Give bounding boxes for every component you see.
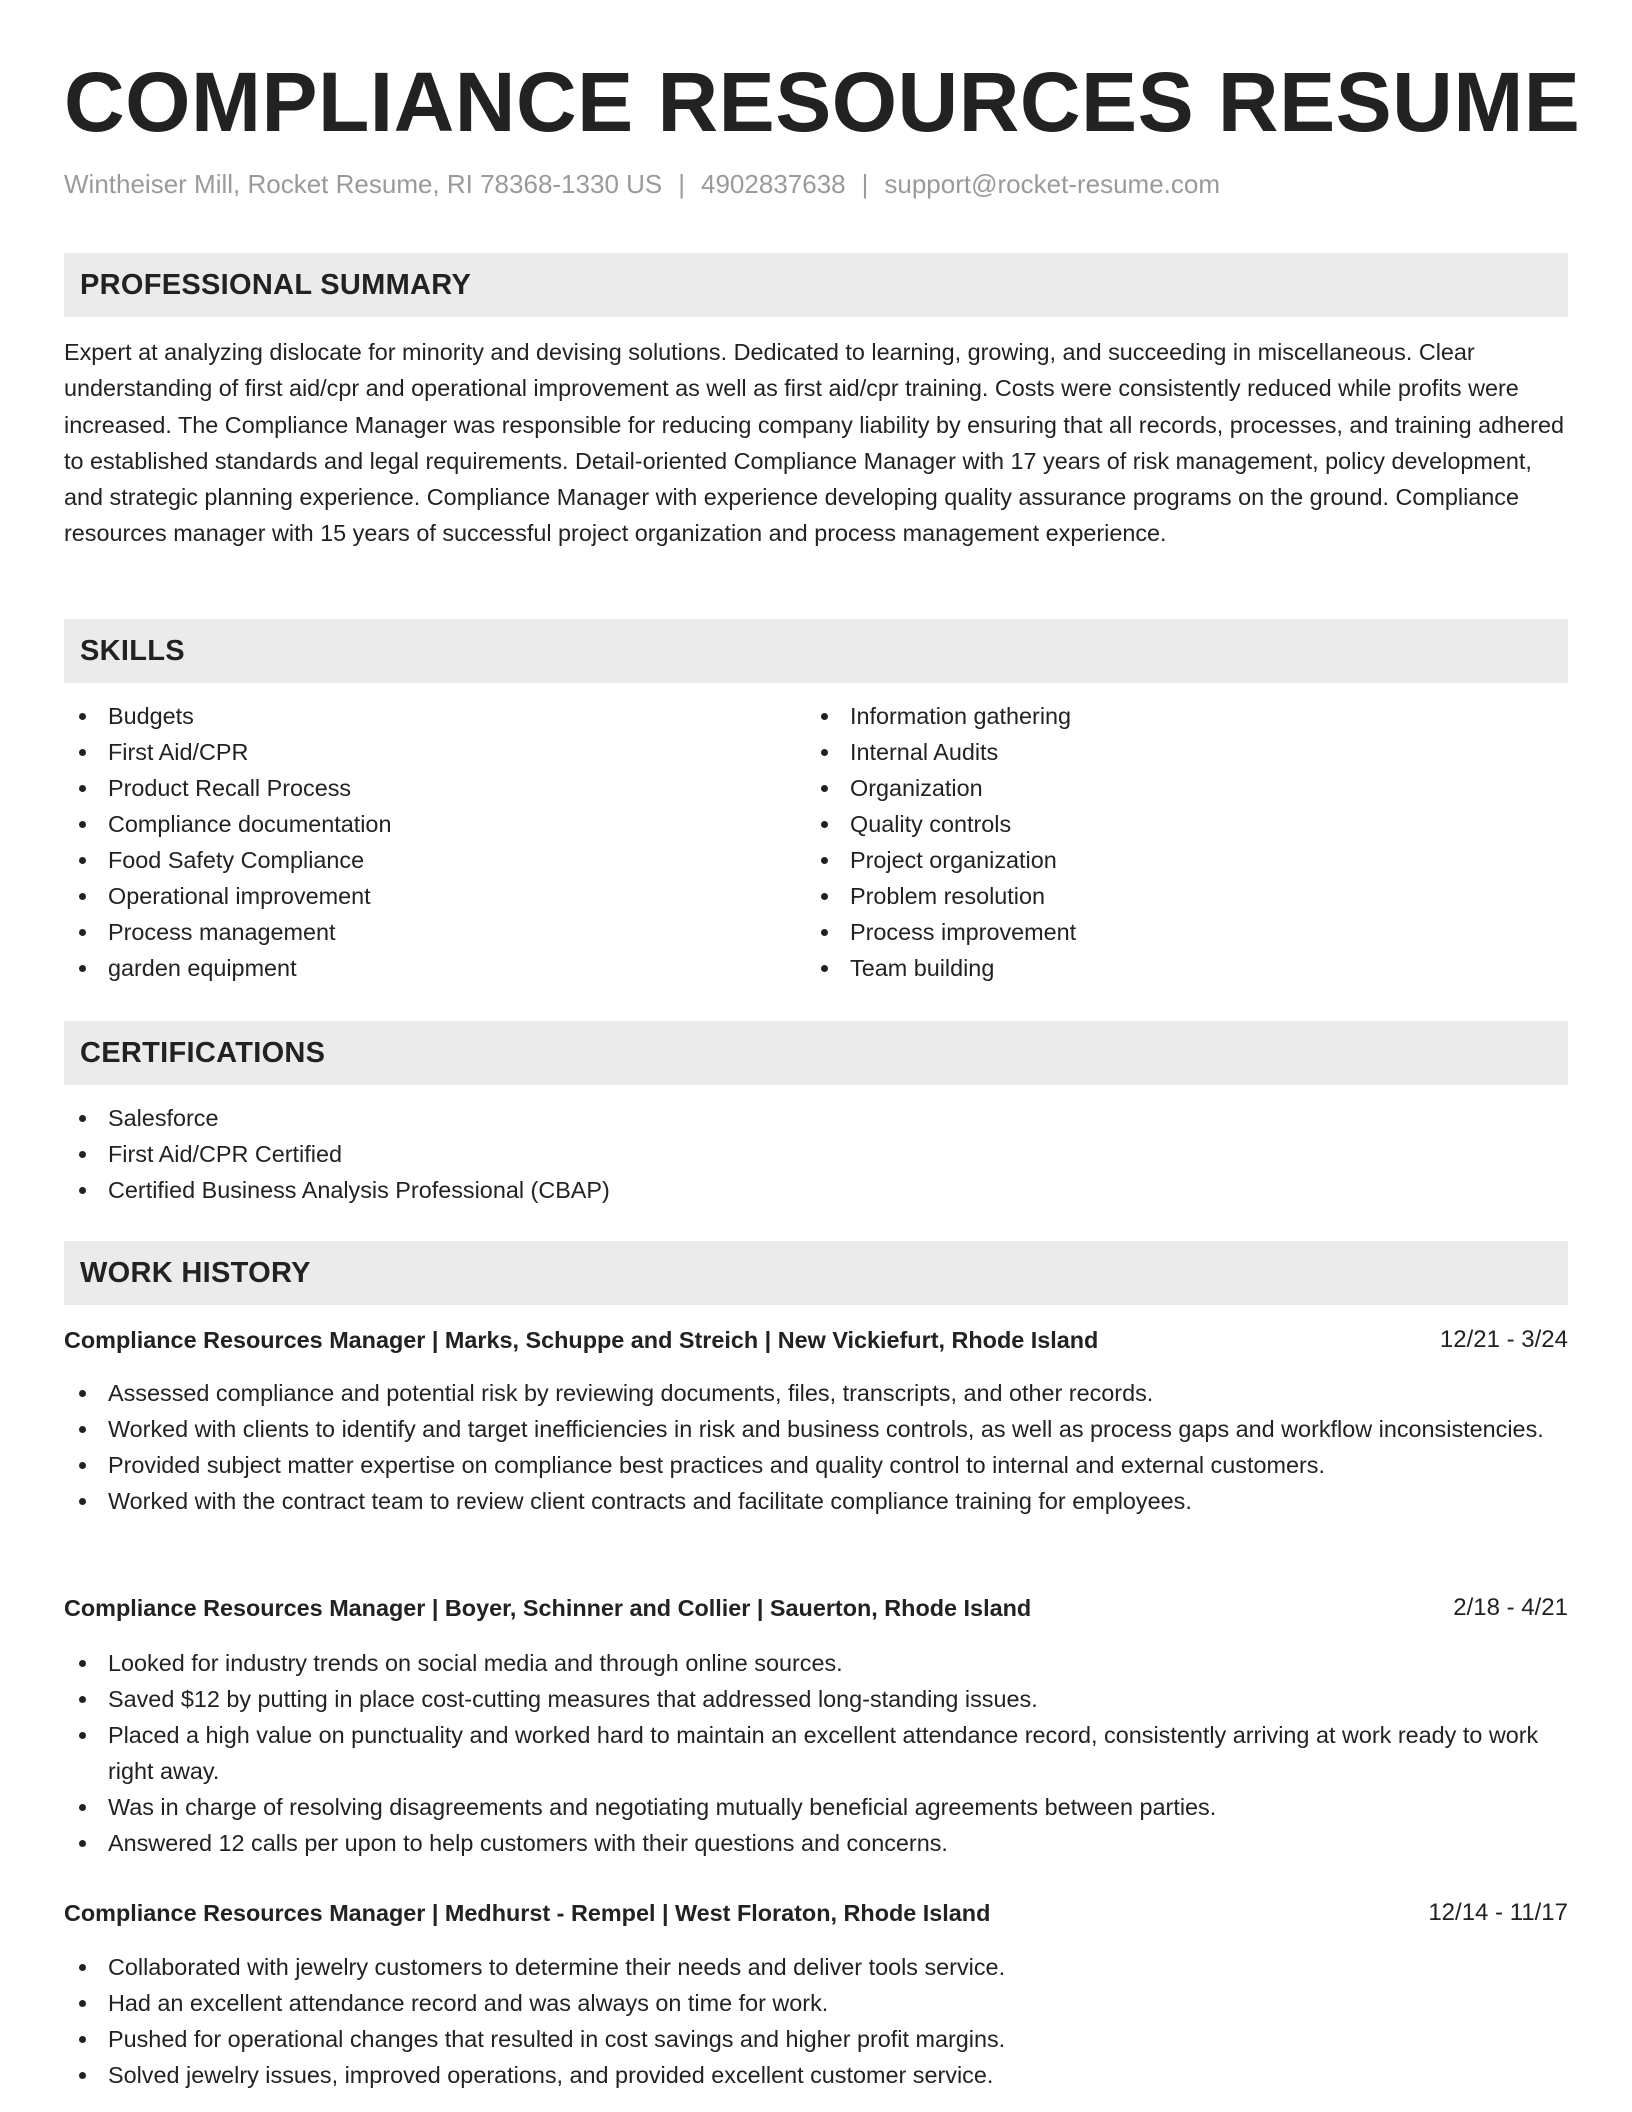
skill-item: Operational improvement bbox=[64, 878, 806, 914]
contact-separator: | bbox=[678, 169, 686, 199]
skills-list-right bbox=[806, 698, 1568, 986]
resume-title: COMPLIANCE RESOURCES RESUME bbox=[64, 55, 1581, 149]
certification-item: Salesforce bbox=[64, 1100, 1568, 1136]
summary-section-header bbox=[64, 253, 1568, 317]
job-bullet: Worked with the contract team to review client contracts and facilitate compliance training for employees. bbox=[64, 1483, 1568, 1519]
job-bullet: Solved jewelry issues, improved operations, and provided excellent customer service. bbox=[64, 2057, 1568, 2093]
skill-item: Compliance documentation bbox=[64, 806, 806, 842]
summary-heading: PROFESSIONAL SUMMARY bbox=[80, 269, 472, 301]
skill-item: Process improvement bbox=[806, 914, 1568, 950]
skill-item: Process management bbox=[64, 914, 806, 950]
certifications-section-header bbox=[64, 1021, 1568, 1085]
job-bullet: Assessed compliance and potential risk by reviewing documents, files, transcripts, and other records. bbox=[64, 1375, 1568, 1411]
certifications-heading: CERTIFICATIONS bbox=[80, 1037, 326, 1069]
skill-item: Information gathering bbox=[806, 698, 1568, 734]
skill-item: Quality controls bbox=[806, 806, 1568, 842]
skills-section-header bbox=[64, 619, 1568, 683]
job-bullets bbox=[64, 1375, 1568, 1519]
job-bullet: Collaborated with jewelry customers to determine their needs and deliver tools service. bbox=[64, 1949, 1568, 1985]
skill-item: Project organization bbox=[806, 842, 1568, 878]
job-bullet: Provided subject matter expertise on compliance best practices and quality control to internal and external customers. bbox=[64, 1447, 1568, 1483]
certifications-list bbox=[64, 1100, 1568, 1208]
skill-item: Budgets bbox=[64, 698, 806, 734]
skill-item: Food Safety Compliance bbox=[64, 842, 806, 878]
job-bullet: Pushed for operational changes that resulted in cost savings and higher profit margins. bbox=[64, 2021, 1568, 2057]
job-bullet: Worked with clients to identify and target inefficiencies in risk and business controls, as well as process gaps and workflow inconsistencies. bbox=[64, 1411, 1568, 1447]
job-dates: 12/21 - 3/24 bbox=[1439, 1326, 1568, 1353]
contact-email: support@rocket-resume.com bbox=[884, 169, 1221, 199]
skill-item: Product Recall Process bbox=[64, 770, 806, 806]
job-bullet: Was in charge of resolving disagreements and negotiating mutually beneficial agreements between parties. bbox=[64, 1789, 1568, 1825]
skill-item: Problem resolution bbox=[806, 878, 1568, 914]
job-bullet: Answered 12 calls per upon to help customers with their questions and concerns. bbox=[64, 1825, 1568, 1861]
skill-item: Organization bbox=[806, 770, 1568, 806]
certification-item: First Aid/CPR Certified bbox=[64, 1136, 1568, 1172]
job-title: Compliance Resources Manager | Marks, Schuppe and Streich | New Vickiefurt, Rhode Island bbox=[64, 1327, 1099, 1353]
skill-item: Internal Audits bbox=[806, 734, 1568, 770]
contact-phone: 4902837638 bbox=[701, 169, 846, 199]
job-bullet: Had an excellent attendance record and was always on time for work. bbox=[64, 1985, 1568, 2021]
job-dates: 2/18 - 4/21 bbox=[1453, 1594, 1568, 1621]
job-bullets bbox=[64, 1645, 1568, 1861]
skill-item: Team building bbox=[806, 950, 1568, 986]
job-title: Compliance Resources Manager | Boyer, Schinner and Collier | Sauerton, Rhode Island bbox=[64, 1595, 1032, 1621]
job-bullets bbox=[64, 1949, 1568, 2093]
certification-item: Certified Business Analysis Professional (CBAP) bbox=[64, 1172, 1568, 1208]
job-bullet: Looked for industry trends on social media and through online sources. bbox=[64, 1645, 1568, 1681]
skills-list-left bbox=[64, 698, 806, 986]
contact-address: Wintheiser Mill, Rocket Resume, RI 78368-1330 US bbox=[64, 169, 663, 199]
contact-line bbox=[64, 167, 1220, 201]
job-bullet: Placed a high value on punctuality and worked hard to maintain an excellent attendance record, consistently arriving at work ready to work right away. bbox=[64, 1717, 1568, 1789]
skill-item: garden equipment bbox=[64, 950, 806, 986]
contact-separator: | bbox=[861, 169, 869, 199]
summary-text: Expert at analyzing dislocate for minority and devising solutions. Dedicated to learning, growing, and succeeding in miscellaneous. Clear understanding of first aid/cpr and operational improvement as well as first aid/cpr training. Costs were consistently reduced while profits were increased. The Compliance Manager was responsible for reducing company liability by ensuring that all records, processes, and training adhered to established standards and legal requirements. Detail-oriented Compliance Manager with 17 years of risk management, policy development, and strategic planning experience. Compliance Manager with experience developing quality assurance programs on the ground. Compliance resources manager with 15 years of successful project organization and process management experience. bbox=[64, 339, 1564, 547]
work-history-heading: WORK HISTORY bbox=[80, 1257, 311, 1289]
skill-item: First Aid/CPR bbox=[64, 734, 806, 770]
work-history-section-header bbox=[64, 1241, 1568, 1305]
job-bullet: Saved $12 by putting in place cost-cutting measures that addressed long-standing issues. bbox=[64, 1681, 1568, 1717]
job-dates: 12/14 - 11/17 bbox=[1428, 1899, 1568, 1926]
job-title: Compliance Resources Manager | Medhurst - Rempel | West Floraton, Rhode Island bbox=[64, 1900, 991, 1926]
skills-heading: SKILLS bbox=[80, 635, 185, 667]
